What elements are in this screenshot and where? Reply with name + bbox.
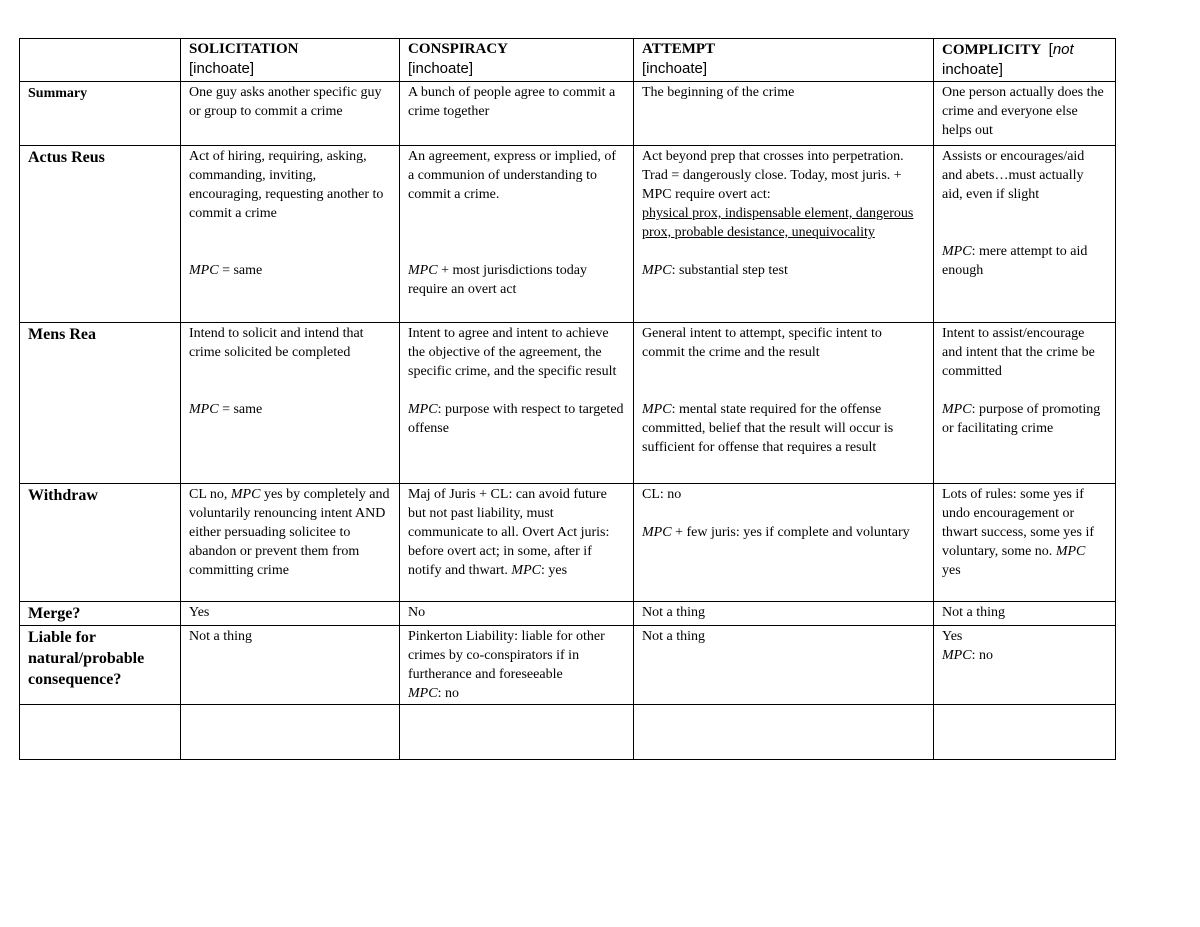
header-corner-cell xyxy=(20,39,181,82)
cell-empty xyxy=(20,705,181,760)
mpc-label: MPC xyxy=(942,244,972,259)
row-label-mens-rea-text: Mens Rea xyxy=(28,326,96,343)
row-label-actus-reus-text: Actus Reus xyxy=(28,149,105,166)
cell-summary-conspiracy: A bunch of people agree to commit a crime together xyxy=(400,82,634,146)
cell-summary-solicitation: One guy asks another specific guy or group to commit a crime xyxy=(181,82,400,146)
cell-mens-attempt-mpc: : mental state required for the offense committed, belief that the result will occur is sufficient for offense that requires a result xyxy=(642,402,894,455)
cell-withdraw-conspiracy-a: Maj of Juris + CL: can avoid future but not past liability, must communicate to all. Overt Act juris: before overt act; in some, after if notify and thwart. xyxy=(408,487,610,578)
cell-mens-complicity xyxy=(934,323,1116,484)
cell-mens-conspiracy xyxy=(400,323,634,484)
cell-withdraw-solicitation-b: yes by completely and voluntarily renouncing intent AND either persuading solicitee to abandon or prevent them from committing crime xyxy=(189,487,390,578)
header-complicity-sub: inchoate] xyxy=(942,61,1003,78)
header-complicity-name: COMPLICITY xyxy=(942,42,1042,58)
cell-liable-conspiracy-mpc: : no xyxy=(437,686,459,701)
row-label-merge-text: Merge? xyxy=(28,605,81,622)
cell-withdraw-complicity xyxy=(934,484,1116,602)
header-conspiracy-name: CONSPIRACY xyxy=(408,41,509,57)
header-attempt-name: ATTEMPT xyxy=(642,41,716,57)
cell-empty xyxy=(934,705,1116,760)
cell-empty xyxy=(634,705,934,760)
cell-withdraw-complicity-a: Lots of rules: some yes if undo encouragement or thwart success, some yes if voluntary, some no. xyxy=(942,487,1095,559)
cell-mens-conspiracy-text: Intent to agree and intent to achieve the objective of the agreement, the specific crime, and the specific result xyxy=(408,326,617,379)
header-attempt-sub: [inchoate] xyxy=(642,60,708,77)
mpc-label: MPC xyxy=(189,402,219,417)
cell-withdraw-attempt xyxy=(634,484,934,602)
cell-mens-solicitation-mpc: = same xyxy=(218,402,263,417)
row-label-actus-reus xyxy=(20,146,181,323)
cell-empty xyxy=(181,705,400,760)
cell-mens-complicity-text: Intent to assist/encourage and intent that the crime be committed xyxy=(942,326,1095,379)
row-actus-reus xyxy=(20,146,1116,323)
cell-actus-solicitation xyxy=(181,146,400,323)
cell-withdraw-complicity-b: yes xyxy=(942,563,961,578)
header-conspiracy-sub: [inchoate] xyxy=(408,60,474,77)
cell-withdraw-attempt-mpc: + few juris: yes if complete and voluntary xyxy=(671,525,910,540)
row-label-summary xyxy=(20,82,181,146)
cell-mens-solicitation-text: Intend to solicit and intend that crime solicited be completed xyxy=(189,326,364,360)
cell-liable-complicity xyxy=(934,626,1116,705)
cell-withdraw-attempt-text: CL: no xyxy=(642,487,682,502)
cell-withdraw-conspiracy xyxy=(400,484,634,602)
cell-mens-solicitation xyxy=(181,323,400,484)
cell-summary-complicity: One person actually does the crime and everyone else helps out xyxy=(934,82,1116,146)
header-conspiracy xyxy=(400,39,634,82)
cell-actus-conspiracy-text: An agreement, express or implied, of a communion of understanding to commit a crime. xyxy=(408,149,616,202)
row-label-liable xyxy=(20,626,181,705)
cell-actus-conspiracy-mpc: + most jurisdictions today require an overt act xyxy=(408,263,588,297)
row-label-withdraw xyxy=(20,484,181,602)
cell-actus-attempt-text: Act beyond prep that crosses into perpetration. Trad = dangerously close. Today, most juris. + MPC require overt act: xyxy=(642,149,904,202)
header-solicitation-sub: [inchoate] xyxy=(189,60,255,77)
mpc-label: MPC xyxy=(189,263,219,278)
row-withdraw xyxy=(20,484,1116,602)
header-complicity xyxy=(934,39,1116,82)
cell-withdraw-conspiracy-b: : yes xyxy=(540,563,568,578)
row-label-liable-text: Liable for natural/probable consequence? xyxy=(28,629,145,688)
cell-liable-conspiracy-text: Pinkerton Liability: liable for other crimes by co-conspirators if in furtherance and foreseeable xyxy=(408,629,605,682)
cell-merge-conspiracy: No xyxy=(400,602,634,626)
cell-withdraw-solicitation xyxy=(181,484,400,602)
cell-actus-complicity xyxy=(934,146,1116,323)
cell-actus-conspiracy xyxy=(400,146,634,323)
row-liable xyxy=(20,626,1116,705)
header-complicity-not: not xyxy=(1052,41,1074,58)
cell-actus-solicitation-text: Act of hiring, requiring, asking, commanding, inviting, encouraging, requesting another to commit a crime xyxy=(189,149,384,221)
mpc-label: MPC xyxy=(642,263,672,278)
mpc-label: MPC xyxy=(230,487,261,502)
header-attempt xyxy=(634,39,934,82)
header-solicitation xyxy=(181,39,400,82)
row-label-merge xyxy=(20,602,181,626)
row-label-summary-text: Summary xyxy=(28,86,88,101)
cell-merge-complicity: Not a thing xyxy=(934,602,1116,626)
cell-liable-solicitation: Not a thing xyxy=(181,626,400,705)
comparison-table xyxy=(19,38,1116,760)
mpc-label: MPC xyxy=(408,686,438,701)
cell-liable-complicity-text: Yes xyxy=(942,629,963,644)
cell-liable-complicity-mpc: : no xyxy=(971,648,993,663)
row-merge xyxy=(20,602,1116,626)
cell-liable-conspiracy xyxy=(400,626,634,705)
mpc-label: MPC xyxy=(942,402,972,417)
cell-actus-complicity-text: Assists or encourages/aid and abets…must actually aid, even if slight xyxy=(942,149,1085,202)
mpc-label: MPC xyxy=(942,648,972,663)
mpc-label: MPC xyxy=(408,402,438,417)
row-label-withdraw-text: Withdraw xyxy=(28,487,98,504)
header-solicitation-name: SOLICITATION xyxy=(189,41,299,57)
cell-mens-attempt xyxy=(634,323,934,484)
row-mens-rea xyxy=(20,323,1116,484)
cell-merge-attempt: Not a thing xyxy=(634,602,934,626)
cell-actus-complicity-mpc: : mere attempt to aid enough xyxy=(942,244,1088,278)
mpc-label: MPC xyxy=(408,263,438,278)
mpc-label: MPC xyxy=(1055,544,1086,559)
mpc-label: MPC xyxy=(642,402,672,417)
cell-withdraw-solicitation-a: CL no, xyxy=(189,487,231,502)
mpc-label: MPC xyxy=(511,563,541,578)
cell-summary-attempt: The beginning of the crime xyxy=(634,82,934,146)
cell-mens-complicity-mpc: : purpose of promoting or facilitating crime xyxy=(942,402,1101,436)
cell-merge-solicitation: Yes xyxy=(181,602,400,626)
header-row xyxy=(20,39,1116,82)
cell-actus-attempt xyxy=(634,146,934,323)
cell-empty xyxy=(400,705,634,760)
cell-mens-conspiracy-mpc: : purpose with respect to targeted offense xyxy=(408,402,624,436)
cell-liable-attempt: Not a thing xyxy=(634,626,934,705)
cell-actus-attempt-tests: physical prox, indispensable element, dangerous prox, probable desistance, unequivocality xyxy=(642,206,914,240)
cell-actus-solicitation-mpc: = same xyxy=(218,263,263,278)
cell-mens-attempt-text: General intent to attempt, specific intent to commit the crime and the result xyxy=(642,326,882,360)
row-empty xyxy=(20,705,1116,760)
row-summary xyxy=(20,82,1116,146)
row-label-mens-rea xyxy=(20,323,181,484)
header-complicity-bracket: [ xyxy=(1048,41,1053,58)
cell-actus-attempt-mpc: : substantial step test xyxy=(671,263,788,278)
mpc-label: MPC xyxy=(642,525,672,540)
